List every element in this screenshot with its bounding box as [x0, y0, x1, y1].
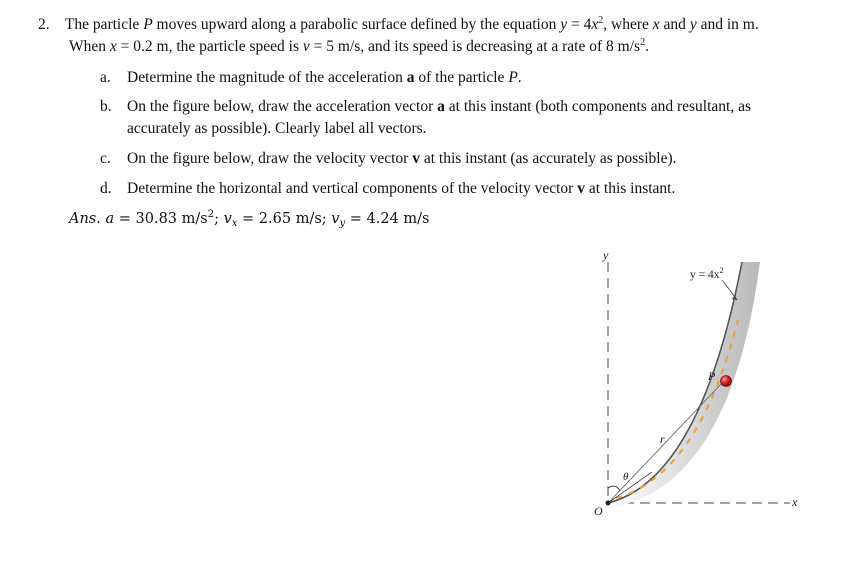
x-axis-label: x	[792, 495, 798, 509]
parabola-figure	[580, 240, 820, 530]
answer-line: Ans. a = 30.83 $m/s^2$; $v_x = 2.65$ m/s; $v_y = 4.24$ m/s	[69, 209, 430, 229]
part-d-label: d.	[100, 180, 112, 197]
problem-number: 2.	[38, 16, 50, 33]
origin-dot	[606, 501, 611, 506]
part-b-continued: accurately as possible). Clearly label all vectors.	[127, 120, 427, 137]
part-c-label: c.	[100, 150, 111, 167]
parabolic-surface	[608, 262, 760, 508]
part-a-label: a.	[100, 69, 111, 86]
part-a: a. Determine the magnitude of the acceleration a of the particle P.	[100, 69, 522, 86]
part-c: c. On the figure below, draw the velocity vector v at this instant (as accurately as possible).	[100, 150, 677, 167]
problem-line-1: 2. The particle P moves upward along a parabolic surface defined by the equation $y = 4x^2$, where x and y and in m.	[38, 15, 759, 33]
curve-label: $y = 4x^2$	[690, 266, 724, 281]
part-b: b. On the figure below, draw the acceleration vector a at this instant (both components and resultant, as	[100, 98, 751, 115]
point-p-label: P	[708, 369, 716, 383]
y-axis-label: y	[603, 248, 609, 262]
answer-label: Ans.	[69, 211, 101, 227]
r-label: r	[660, 432, 665, 446]
part-d: d. Determine the horizontal and vertical components of the velocity vector v at this instant.	[100, 180, 676, 197]
origin-label: O	[594, 504, 603, 518]
position-vector-r	[608, 381, 724, 503]
particle-p	[721, 376, 732, 387]
theta-label: θ	[623, 471, 629, 483]
theta-arc	[608, 486, 620, 491]
part-b-label: b.	[100, 98, 112, 115]
problem-line-2: When x = 0.2 m, the particle speed is v = 5 m/s, and its speed is decreasing at a rate of 8 $m/s^2$.	[69, 37, 649, 55]
